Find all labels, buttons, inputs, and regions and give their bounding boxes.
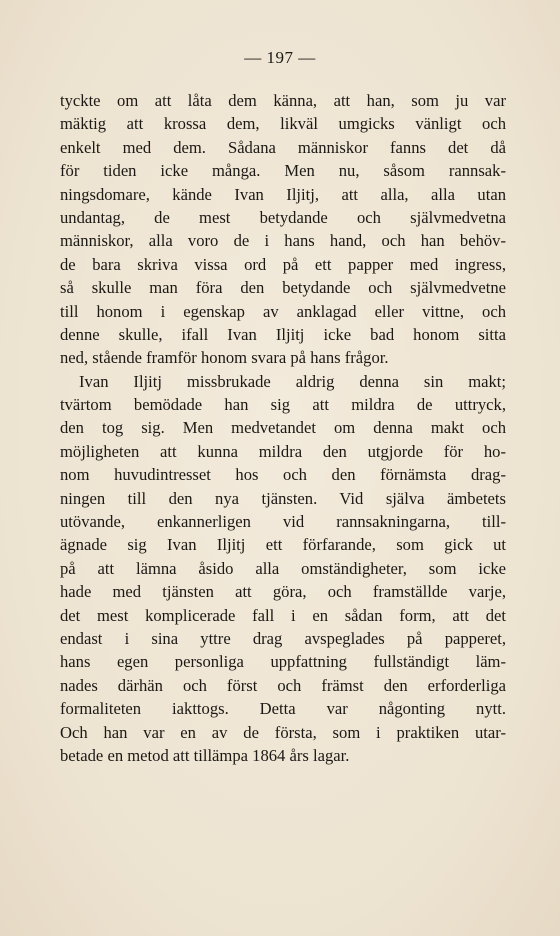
text-line: denne skulle, ifall Ivan Iljitj icke bad honom sitta — [60, 324, 506, 344]
text-line: människor, alla voro de i hans hand, och han behöv- — [60, 231, 506, 251]
text-line: formaliteten iakttogs. Detta var någonting nytt. — [60, 699, 506, 719]
text-line: det mest komplicerade fall i en sådan form, att det — [60, 605, 506, 625]
text-line: ned, stående framför honom svara på hans frågor. — [60, 348, 389, 368]
text-line: undantag, de mest betydande och självmedvetna — [60, 207, 506, 227]
text-line: mäktig att krossa dem, likväl umgicks vänligt och — [60, 114, 506, 134]
text-line: möjligheten att kunna mildra den utgjorde för ho- — [60, 441, 506, 461]
text-line: Ivan Iljitj missbrukade aldrig denna sin makt; — [79, 371, 506, 391]
text-line: ningen till den nya tjänsten. Vid själva ämbetets — [60, 488, 506, 508]
text-line: den tog sig. Men medvetandet om denna makt och — [60, 418, 506, 438]
text-line: de bara skriva vissa ord på ett papper med ingress, — [60, 254, 506, 274]
text-line: ningsdomare, kände Ivan Iljitj, att alla, alla utan — [60, 184, 506, 204]
text-line: endast i sina yttre drag avspeglades på papperet, — [60, 628, 506, 648]
text-line: enkelt med dem. Sådana människor fanns det då — [60, 137, 506, 157]
text-line: för tiden icke många. Men nu, såsom rannsak- — [60, 161, 506, 181]
page-number: — 197 — — [244, 48, 316, 67]
text-line: nom huvudintresset hos och den förnämsta drag- — [60, 465, 506, 485]
text-line: hade med tjänsten att göra, och framställde varje, — [60, 582, 506, 602]
text-line: utövande, enkannerligen vid rannsakningarna, till- — [60, 512, 506, 532]
text-line: så skulle man föra den betydande och självmedvetne — [60, 278, 506, 298]
body-text — [60, 89, 506, 767]
text-line: betade en metod att tillämpa 1864 års lagar. — [60, 745, 350, 765]
text-line: hans egen personliga uppfattning fullständigt läm- — [60, 652, 506, 672]
text-line: till honom i egenskap av anklagad eller vittne, och — [60, 301, 506, 321]
text-line: tyckte om att låta dem känna, att han, som ju var — [60, 91, 506, 110]
text-line: Och han var en av de första, som i praktiken utar- — [60, 722, 506, 742]
text-line: på att lämna åsido alla omständigheter, som icke — [60, 558, 506, 578]
text-line: nades därhän och först och främst den erforderliga — [60, 675, 506, 695]
text-line: tvärtom bemödade han sig att mildra de uttryck, — [60, 395, 506, 415]
text-line: ägnade sig Ivan Iljitj ett förfarande, som gick ut — [60, 535, 506, 555]
